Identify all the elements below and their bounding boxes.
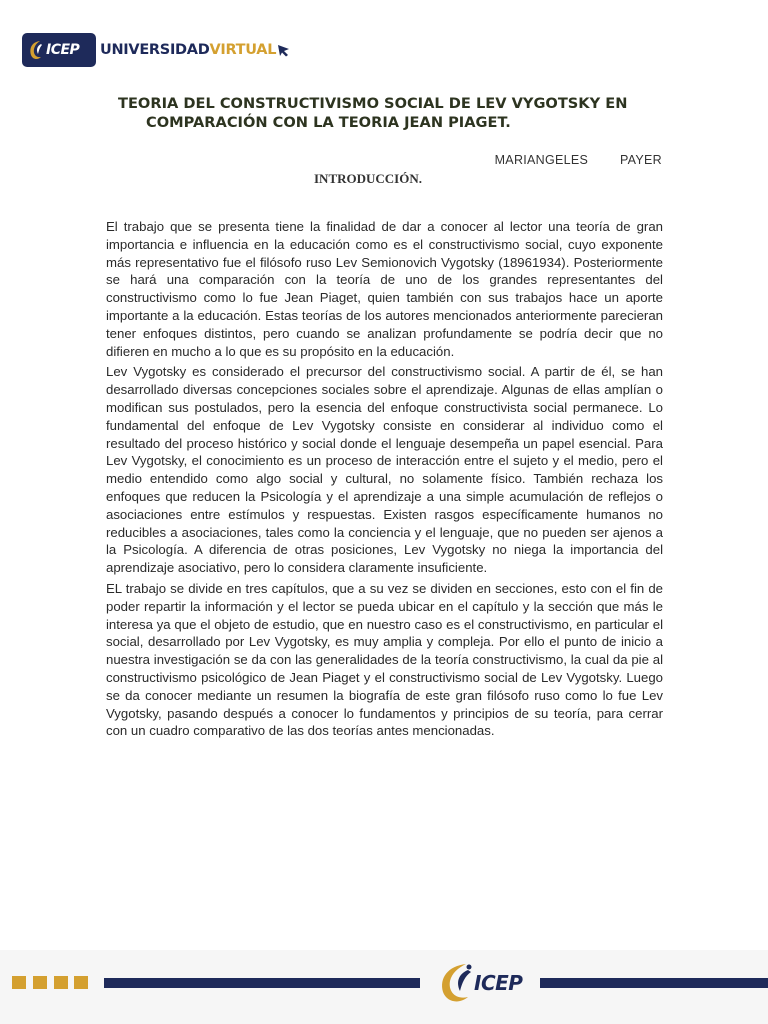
author-name: MARIANGELES PAYER [494,153,662,167]
footer-gold-square [12,976,26,989]
body-paragraph: El trabajo que se presenta tiene la finalidad de dar a conocer al lector una teoría de gran importancia e influencia en la educación como es el constructivismo social, cuyo exponente más representativo fue el filósofo ruso Lev Semionovich Vygotsky (18961934). Posteriormente se hará una comparación con la teoría de uno de los grandes representantes del constructivismo como lo fue Jean Piaget, quien también con sus trabajos hace un aporte importante a la educación. Estas teorías de los autores mencionados anteriormente parecieran tener enfoques distintos, pero cuando se analizan profundamente se podría decir que no difieren en mucho a lo que es su propósito en la educación. [106,219,663,359]
footer-gold-square [54,976,68,989]
page-footer [0,950,768,1024]
wordmark-virtual: VIRTUAL [209,42,277,58]
footer-logo-text: ICEP [474,971,523,995]
footer-gold-square [74,976,88,989]
header-logo [22,33,290,67]
logo-badge-text: ICEP [46,42,80,58]
footer-bar-left [104,978,420,988]
wordmark-universidad: UNIVERSIDAD [100,42,210,58]
footer-icep-logo [436,958,522,1008]
intro-heading: INTRODUCCIÓN. [314,171,422,186]
cursor-arrow-icon [277,44,290,57]
icep-logo-badge [22,33,96,67]
footer-bar-right [540,978,768,988]
document-body [106,218,663,743]
title-line-2: COMPARACIÓN CON LA TEORIA JEAN PIAGET. [146,114,511,131]
body-paragraph: EL trabajo se divide en tres capítulos, que a su vez se dividen en secciones, esto con el fin de poder repartir la información y el lector se pueda ubicar en el capítulo y la sección que más le interesa ya que el objeto de estudio, que en nuestro caso es el constructivismo, en particular el social, desarrollado por Lev Vygotsky, es muy amplia y compleja. Por ello el punto de inicio a nuestra investigación se da con las generalidades de la teoría constructivismo, la cual da pie al constructivismo psicológico de Jean Piaget y el constructivismo social de Lev Vygotsky. Luego se da conocer mediante un resumen la biografía de este gran filósofo ruso como lo fue Lev Vygotsky, pasando después a conocer lo fundamentos y principios de su teoría, para cerrar con un cuadro comparativo de las dos teorías antes mencionadas. [106,580,663,739]
title-line-1: TEORIA DEL CONSTRUCTIVISMO SOCIAL DE LEV VYGOTSKY EN [118,95,628,112]
footer-gold-square [33,976,47,989]
universidad-virtual-wordmark [100,42,290,58]
body-paragraph: Lev Vygotsky es considerado el precursor del constructivismo social. A partir de él, se han desarrollado diversas concepciones sociales sobre el aprendizaje. Algunas de ellas amplían o modifican sus postulados, pero la esencia del enfoque constructivista social permanece. Lo fundamental del enfoque de Lev Vygotsky consiste en considerar al individuo como el resultado del proceso histórico y social donde el lenguaje desempeña un papel esencial. Para Lev Vygotsky, el conocimiento es un proceso de interacción entre el sujeto y el medio, pero el medio entendido como algo social y cultural, no solamente físico. También rechaza los enfoques que reducen la Psicología y el aprendizaje a una simple acumulación de reflejos o asociaciones entre estímulos y respuestas. Existen rasgos específicamente humanos no reducibles a asociaciones, tales como la conciencia y el lenguaje, que no pueden ser ajenos a la Psicología. A diferencia de otras posiciones, Lev Vygotsky no niega la importancia del aprendizaje asociativo, pero lo considera claramente insuficiente. [106,364,663,576]
icep-swoosh-icon [28,38,44,62]
document-title [60,94,720,132]
icep-swoosh-icon [436,958,476,1008]
